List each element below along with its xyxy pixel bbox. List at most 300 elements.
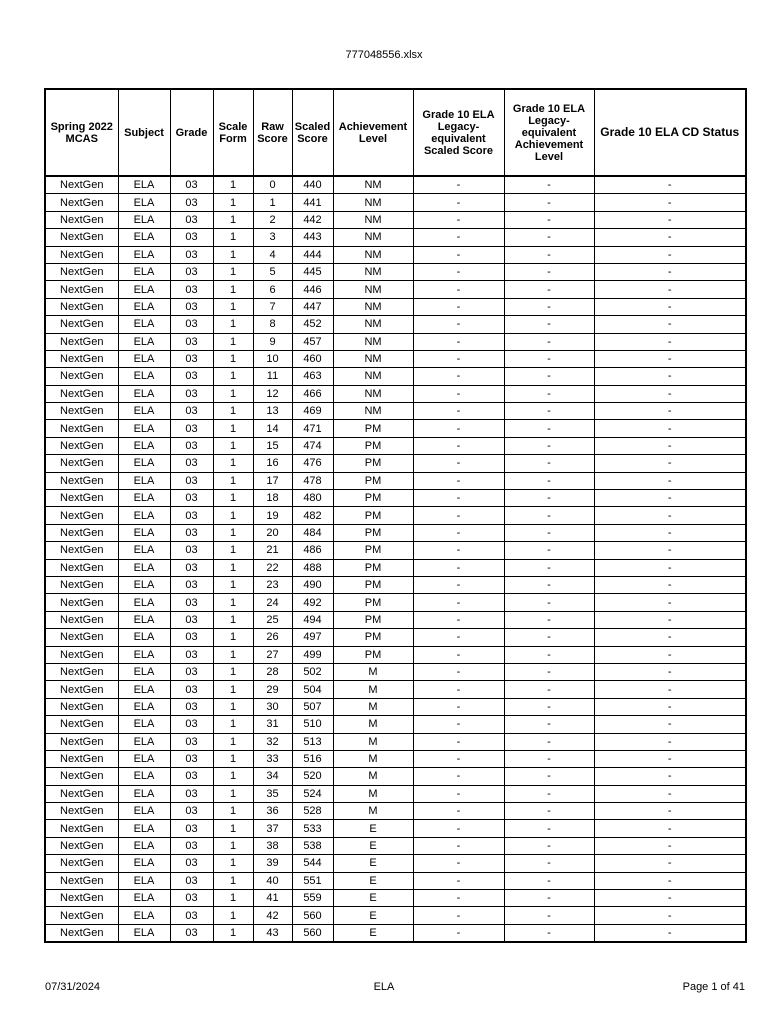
cell-achievement-level: NM: [333, 176, 413, 194]
cell-mcas: NextGen: [45, 768, 118, 785]
cell-legacy-scaled-score: -: [413, 194, 504, 211]
cell-cd-status: -: [594, 837, 746, 854]
table-row: [45, 611, 746, 628]
cell-mcas: NextGen: [45, 611, 118, 628]
cell-scaled-score: 445: [292, 263, 333, 280]
table-row: [45, 229, 746, 246]
cell-mcas: NextGen: [45, 490, 118, 507]
table-row: [45, 403, 746, 420]
cell-scale-form: 1: [213, 576, 253, 593]
cell-grade: 03: [170, 837, 213, 854]
cell-scaled-score: 544: [292, 855, 333, 872]
cell-raw-score: 11: [253, 368, 292, 385]
cell-raw-score: 32: [253, 733, 292, 750]
cell-subject: ELA: [118, 855, 170, 872]
cell-achievement-level: M: [333, 785, 413, 802]
table-row: [45, 629, 746, 646]
cell-grade: 03: [170, 350, 213, 367]
cell-scaled-score: 478: [292, 472, 333, 489]
cell-scale-form: 1: [213, 907, 253, 924]
cell-legacy-scaled-score: -: [413, 733, 504, 750]
cell-legacy-scaled-score: -: [413, 298, 504, 315]
cell-scale-form: 1: [213, 350, 253, 367]
cell-scaled-score: 524: [292, 785, 333, 802]
cell-achievement-level: M: [333, 716, 413, 733]
table-row: [45, 281, 746, 298]
table-row: [45, 750, 746, 767]
cell-raw-score: 20: [253, 524, 292, 541]
cell-mcas: NextGen: [45, 750, 118, 767]
cell-scale-form: 1: [213, 246, 253, 263]
cell-mcas: NextGen: [45, 333, 118, 350]
cell-subject: ELA: [118, 542, 170, 559]
cell-cd-status: -: [594, 437, 746, 454]
cell-grade: 03: [170, 194, 213, 211]
cell-scale-form: 1: [213, 263, 253, 280]
cell-grade: 03: [170, 646, 213, 663]
cell-subject: ELA: [118, 594, 170, 611]
cell-mcas: NextGen: [45, 890, 118, 907]
cell-scaled-score: 560: [292, 924, 333, 942]
cell-legacy-achievement-level: -: [504, 663, 594, 680]
cell-cd-status: -: [594, 594, 746, 611]
cell-scaled-score: 443: [292, 229, 333, 246]
cell-legacy-scaled-score: -: [413, 646, 504, 663]
cell-legacy-achievement-level: -: [504, 229, 594, 246]
cell-scale-form: 1: [213, 211, 253, 228]
cell-raw-score: 7: [253, 298, 292, 315]
cell-raw-score: 27: [253, 646, 292, 663]
cell-mcas: NextGen: [45, 403, 118, 420]
document-filename: 777048556.xlsx: [345, 49, 423, 61]
cell-grade: 03: [170, 611, 213, 628]
cell-raw-score: 38: [253, 837, 292, 854]
cell-achievement-level: PM: [333, 576, 413, 593]
cell-grade: 03: [170, 298, 213, 315]
cell-legacy-scaled-score: -: [413, 576, 504, 593]
cell-achievement-level: PM: [333, 594, 413, 611]
cell-achievement-level: PM: [333, 507, 413, 524]
cell-grade: 03: [170, 211, 213, 228]
cell-legacy-scaled-score: -: [413, 211, 504, 228]
cell-legacy-achievement-level: -: [504, 385, 594, 402]
cell-raw-score: 17: [253, 472, 292, 489]
cell-legacy-achievement-level: -: [504, 194, 594, 211]
cell-cd-status: -: [594, 298, 746, 315]
footer-sheet-name: ELA: [373, 981, 395, 993]
cell-legacy-achievement-level: -: [504, 211, 594, 228]
cell-raw-score: 15: [253, 437, 292, 454]
cell-scaled-score: 488: [292, 559, 333, 576]
cell-mcas: NextGen: [45, 420, 118, 437]
cell-achievement-level: E: [333, 837, 413, 854]
cell-mcas: NextGen: [45, 924, 118, 942]
cell-scale-form: 1: [213, 559, 253, 576]
cell-cd-status: -: [594, 490, 746, 507]
cell-subject: ELA: [118, 646, 170, 663]
table-row: [45, 542, 746, 559]
table-row: [45, 837, 746, 854]
cell-legacy-achievement-level: -: [504, 907, 594, 924]
cell-legacy-scaled-score: -: [413, 229, 504, 246]
cell-grade: 03: [170, 420, 213, 437]
cell-scaled-score: 551: [292, 872, 333, 889]
cell-achievement-level: E: [333, 924, 413, 942]
cell-achievement-level: PM: [333, 542, 413, 559]
cell-legacy-achievement-level: -: [504, 855, 594, 872]
cell-cd-status: -: [594, 472, 746, 489]
cell-cd-status: -: [594, 176, 746, 194]
cell-scaled-score: 484: [292, 524, 333, 541]
cell-legacy-achievement-level: -: [504, 420, 594, 437]
cell-legacy-scaled-score: -: [413, 368, 504, 385]
cell-subject: ELA: [118, 455, 170, 472]
cell-cd-status: -: [594, 246, 746, 263]
table-row: [45, 663, 746, 680]
cell-grade: 03: [170, 507, 213, 524]
col-header-mcas: Spring 2022 MCAS: [45, 89, 118, 176]
cell-raw-score: 41: [253, 890, 292, 907]
cell-legacy-scaled-score: -: [413, 820, 504, 837]
cell-mcas: NextGen: [45, 663, 118, 680]
cell-legacy-achievement-level: -: [504, 698, 594, 715]
cell-achievement-level: M: [333, 803, 413, 820]
col-header-scale-form: Scale Form: [213, 89, 253, 176]
cell-grade: 03: [170, 542, 213, 559]
cell-achievement-level: NM: [333, 229, 413, 246]
cell-legacy-achievement-level: -: [504, 890, 594, 907]
cell-legacy-scaled-score: -: [413, 803, 504, 820]
cell-scaled-score: 510: [292, 716, 333, 733]
cell-scaled-score: 507: [292, 698, 333, 715]
cell-grade: 03: [170, 263, 213, 280]
cell-scaled-score: 502: [292, 663, 333, 680]
cell-legacy-scaled-score: -: [413, 768, 504, 785]
cell-scale-form: 1: [213, 890, 253, 907]
cell-scaled-score: 466: [292, 385, 333, 402]
cell-legacy-achievement-level: -: [504, 611, 594, 628]
cell-scaled-score: 490: [292, 576, 333, 593]
cell-scale-form: 1: [213, 507, 253, 524]
cell-cd-status: -: [594, 716, 746, 733]
cell-legacy-scaled-score: -: [413, 716, 504, 733]
cell-raw-score: 19: [253, 507, 292, 524]
cell-raw-score: 12: [253, 385, 292, 402]
cell-scaled-score: 471: [292, 420, 333, 437]
cell-scale-form: 1: [213, 524, 253, 541]
cell-raw-score: 18: [253, 490, 292, 507]
table-row: [45, 820, 746, 837]
cell-subject: ELA: [118, 611, 170, 628]
table-row: [45, 907, 746, 924]
cell-cd-status: -: [594, 316, 746, 333]
cell-subject: ELA: [118, 263, 170, 280]
cell-achievement-level: PM: [333, 629, 413, 646]
cell-raw-score: 39: [253, 855, 292, 872]
cell-achievement-level: M: [333, 681, 413, 698]
cell-mcas: NextGen: [45, 698, 118, 715]
cell-achievement-level: NM: [333, 281, 413, 298]
cell-legacy-achievement-level: -: [504, 803, 594, 820]
cell-raw-score: 9: [253, 333, 292, 350]
table-row: [45, 298, 746, 315]
cell-cd-status: -: [594, 229, 746, 246]
cell-subject: ELA: [118, 681, 170, 698]
cell-scaled-score: 538: [292, 837, 333, 854]
table-row: [45, 924, 746, 942]
cell-legacy-achievement-level: -: [504, 350, 594, 367]
cell-scaled-score: 482: [292, 507, 333, 524]
cell-raw-score: 31: [253, 716, 292, 733]
cell-raw-score: 23: [253, 576, 292, 593]
cell-legacy-scaled-score: -: [413, 263, 504, 280]
cell-mcas: NextGen: [45, 907, 118, 924]
cell-raw-score: 30: [253, 698, 292, 715]
cell-legacy-achievement-level: -: [504, 455, 594, 472]
cell-legacy-scaled-score: -: [413, 281, 504, 298]
cell-achievement-level: NM: [333, 298, 413, 315]
cell-grade: 03: [170, 333, 213, 350]
cell-achievement-level: NM: [333, 368, 413, 385]
cell-grade: 03: [170, 924, 213, 942]
cell-subject: ELA: [118, 803, 170, 820]
cell-legacy-achievement-level: -: [504, 646, 594, 663]
cell-raw-score: 28: [253, 663, 292, 680]
cell-legacy-achievement-level: -: [504, 716, 594, 733]
cell-mcas: NextGen: [45, 803, 118, 820]
cell-scaled-score: 463: [292, 368, 333, 385]
cell-scale-form: 1: [213, 611, 253, 628]
cell-scale-form: 1: [213, 455, 253, 472]
cell-mcas: NextGen: [45, 820, 118, 837]
cell-subject: ELA: [118, 733, 170, 750]
cell-grade: 03: [170, 368, 213, 385]
cell-subject: ELA: [118, 629, 170, 646]
cell-achievement-level: PM: [333, 455, 413, 472]
cell-raw-score: 35: [253, 785, 292, 802]
cell-subject: ELA: [118, 559, 170, 576]
cell-raw-score: 34: [253, 768, 292, 785]
cell-scaled-score: 447: [292, 298, 333, 315]
cell-scale-form: 1: [213, 803, 253, 820]
cell-achievement-level: M: [333, 750, 413, 767]
cell-subject: ELA: [118, 576, 170, 593]
cell-legacy-scaled-score: -: [413, 420, 504, 437]
cell-cd-status: -: [594, 646, 746, 663]
cell-achievement-level: NM: [333, 350, 413, 367]
table-row: [45, 785, 746, 802]
col-header-grade: Grade: [170, 89, 213, 176]
cell-scaled-score: 520: [292, 768, 333, 785]
cell-grade: 03: [170, 890, 213, 907]
table-row: [45, 316, 746, 333]
table-row: [45, 646, 746, 663]
cell-scaled-score: 494: [292, 611, 333, 628]
cell-raw-score: 0: [253, 176, 292, 194]
cell-mcas: NextGen: [45, 437, 118, 454]
cell-mcas: NextGen: [45, 298, 118, 315]
table-row: [45, 872, 746, 889]
cell-achievement-level: NM: [333, 194, 413, 211]
table-row: [45, 176, 746, 194]
cell-raw-score: 29: [253, 681, 292, 698]
cell-scaled-score: 492: [292, 594, 333, 611]
cell-subject: ELA: [118, 663, 170, 680]
cell-mcas: NextGen: [45, 472, 118, 489]
cell-scale-form: 1: [213, 820, 253, 837]
score-table: [44, 88, 747, 943]
cell-raw-score: 43: [253, 924, 292, 942]
cell-grade: 03: [170, 437, 213, 454]
cell-subject: ELA: [118, 350, 170, 367]
cell-legacy-scaled-score: -: [413, 542, 504, 559]
table-row: [45, 490, 746, 507]
col-header-scaled-score: Scaled Score: [292, 89, 333, 176]
cell-scale-form: 1: [213, 437, 253, 454]
cell-achievement-level: M: [333, 663, 413, 680]
cell-grade: 03: [170, 524, 213, 541]
cell-grade: 03: [170, 663, 213, 680]
cell-raw-score: 2: [253, 211, 292, 228]
cell-legacy-scaled-score: -: [413, 785, 504, 802]
cell-scale-form: 1: [213, 594, 253, 611]
table-row: [45, 211, 746, 228]
cell-cd-status: -: [594, 629, 746, 646]
cell-scaled-score: 486: [292, 542, 333, 559]
cell-grade: 03: [170, 681, 213, 698]
cell-grade: 03: [170, 872, 213, 889]
table-row: [45, 890, 746, 907]
col-header-legacy-achievement-level: Grade 10 ELA Legacy-equivalent Achievement Level: [504, 89, 594, 176]
cell-legacy-achievement-level: -: [504, 750, 594, 767]
cell-achievement-level: PM: [333, 420, 413, 437]
cell-grade: 03: [170, 559, 213, 576]
cell-achievement-level: PM: [333, 472, 413, 489]
cell-cd-status: -: [594, 872, 746, 889]
cell-legacy-achievement-level: -: [504, 681, 594, 698]
cell-achievement-level: M: [333, 768, 413, 785]
cell-subject: ELA: [118, 333, 170, 350]
cell-scaled-score: 476: [292, 455, 333, 472]
cell-achievement-level: NM: [333, 333, 413, 350]
cell-grade: 03: [170, 768, 213, 785]
cell-subject: ELA: [118, 437, 170, 454]
cell-scale-form: 1: [213, 542, 253, 559]
cell-grade: 03: [170, 750, 213, 767]
table-row: [45, 733, 746, 750]
cell-scale-form: 1: [213, 768, 253, 785]
table-row: [45, 437, 746, 454]
cell-grade: 03: [170, 855, 213, 872]
cell-mcas: NextGen: [45, 594, 118, 611]
cell-scale-form: 1: [213, 750, 253, 767]
cell-scale-form: 1: [213, 872, 253, 889]
cell-scale-form: 1: [213, 837, 253, 854]
cell-cd-status: -: [594, 281, 746, 298]
cell-scale-form: 1: [213, 785, 253, 802]
cell-legacy-scaled-score: -: [413, 385, 504, 402]
cell-grade: 03: [170, 229, 213, 246]
table-row: [45, 803, 746, 820]
cell-mcas: NextGen: [45, 576, 118, 593]
cell-legacy-scaled-score: -: [413, 663, 504, 680]
cell-legacy-scaled-score: -: [413, 316, 504, 333]
cell-scaled-score: 444: [292, 246, 333, 263]
cell-grade: 03: [170, 176, 213, 194]
cell-grade: 03: [170, 594, 213, 611]
cell-subject: ELA: [118, 698, 170, 715]
cell-mcas: NextGen: [45, 785, 118, 802]
cell-mcas: NextGen: [45, 542, 118, 559]
table-row: [45, 368, 746, 385]
cell-raw-score: 42: [253, 907, 292, 924]
cell-scale-form: 1: [213, 716, 253, 733]
cell-raw-score: 1: [253, 194, 292, 211]
table-row: [45, 716, 746, 733]
cell-legacy-achievement-level: -: [504, 316, 594, 333]
cell-achievement-level: NM: [333, 211, 413, 228]
cell-mcas: NextGen: [45, 263, 118, 280]
cell-achievement-level: NM: [333, 403, 413, 420]
table-row: [45, 768, 746, 785]
col-header-subject: Subject: [118, 89, 170, 176]
cell-subject: ELA: [118, 229, 170, 246]
cell-achievement-level: PM: [333, 611, 413, 628]
cell-cd-status: -: [594, 194, 746, 211]
table-row: [45, 524, 746, 541]
cell-mcas: NextGen: [45, 176, 118, 194]
cell-subject: ELA: [118, 907, 170, 924]
cell-legacy-achievement-level: -: [504, 576, 594, 593]
cell-cd-status: -: [594, 663, 746, 680]
cell-scale-form: 1: [213, 663, 253, 680]
cell-grade: 03: [170, 803, 213, 820]
cell-cd-status: -: [594, 785, 746, 802]
cell-legacy-achievement-level: -: [504, 333, 594, 350]
cell-mcas: NextGen: [45, 646, 118, 663]
cell-grade: 03: [170, 403, 213, 420]
cell-raw-score: 5: [253, 263, 292, 280]
cell-legacy-scaled-score: -: [413, 681, 504, 698]
cell-raw-score: 40: [253, 872, 292, 889]
cell-legacy-achievement-level: -: [504, 785, 594, 802]
cell-cd-status: -: [594, 820, 746, 837]
cell-subject: ELA: [118, 420, 170, 437]
cell-mcas: NextGen: [45, 681, 118, 698]
cell-achievement-level: NM: [333, 246, 413, 263]
cell-grade: 03: [170, 472, 213, 489]
cell-subject: ELA: [118, 872, 170, 889]
table-row: [45, 194, 746, 211]
cell-subject: ELA: [118, 368, 170, 385]
cell-scaled-score: 440: [292, 176, 333, 194]
cell-legacy-scaled-score: -: [413, 176, 504, 194]
cell-legacy-achievement-level: -: [504, 281, 594, 298]
cell-mcas: NextGen: [45, 194, 118, 211]
table-row: [45, 246, 746, 263]
cell-achievement-level: E: [333, 907, 413, 924]
cell-scaled-score: 474: [292, 437, 333, 454]
cell-scale-form: 1: [213, 472, 253, 489]
cell-subject: ELA: [118, 316, 170, 333]
cell-legacy-scaled-score: -: [413, 594, 504, 611]
cell-subject: ELA: [118, 524, 170, 541]
cell-grade: 03: [170, 820, 213, 837]
cell-mcas: NextGen: [45, 629, 118, 646]
cell-mcas: NextGen: [45, 716, 118, 733]
cell-legacy-achievement-level: -: [504, 490, 594, 507]
cell-legacy-scaled-score: -: [413, 698, 504, 715]
